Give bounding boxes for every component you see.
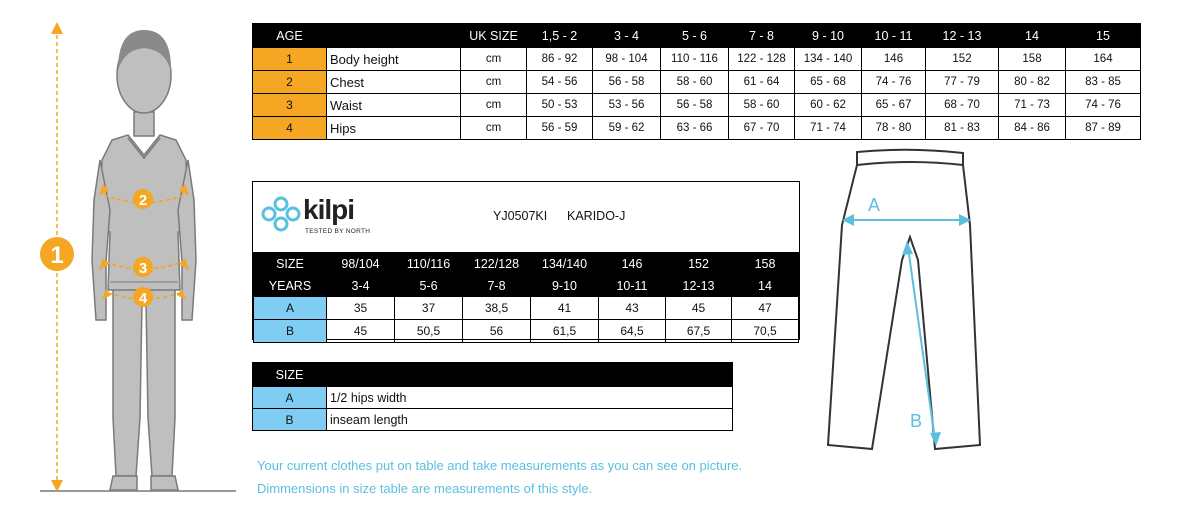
table-cell: 78 - 80: [862, 117, 926, 140]
pants-label-b: B: [910, 411, 923, 431]
product-name: KARIDO-J: [567, 209, 626, 223]
table-cell: 110 - 116: [661, 48, 729, 71]
row-unit: cm: [461, 48, 527, 71]
table-cell: 68 - 70: [926, 94, 999, 117]
table-row-b: [254, 320, 799, 343]
legend-header-row: [253, 363, 733, 387]
row-label: Chest: [327, 71, 461, 94]
pants-outline: [828, 165, 980, 449]
row-unit: cm: [461, 117, 527, 140]
size-header: 98/104: [327, 253, 395, 275]
age-header: AGE: [253, 24, 327, 48]
table-cell: 98 - 104: [593, 48, 661, 71]
marker-4: 4: [138, 290, 148, 307]
table-cell: 58 - 60: [729, 94, 795, 117]
uk-size-header: UK SIZE: [461, 24, 527, 48]
table-cell: 54 - 56: [527, 71, 593, 94]
row-number: 1: [253, 48, 327, 71]
row-label: Body height: [327, 48, 461, 71]
row-number: 2: [253, 71, 327, 94]
table-cell: 152: [926, 48, 999, 71]
table-cell: 67,5: [666, 320, 732, 343]
table-cell: 61,5: [531, 320, 599, 343]
table-cell: 64,5: [599, 320, 666, 343]
legend-row-a: [253, 387, 733, 409]
table-cell: 53 - 56: [593, 94, 661, 117]
years-header: 10-11: [599, 275, 666, 297]
kilpi-measure-table: [253, 252, 799, 343]
table-cell: 50 - 53: [527, 94, 593, 117]
table-row-body-height: [253, 48, 1141, 71]
marker-1: 1: [50, 242, 64, 269]
pants-label-a: A: [868, 195, 881, 215]
legend-description: 1/2 hips width: [327, 387, 733, 409]
table-cell: 45: [327, 320, 395, 343]
table-row-chest: [253, 71, 1141, 94]
size-header: 146: [599, 253, 666, 275]
legend-size-header: SIZE: [253, 363, 327, 387]
table-cell: 134 - 140: [795, 48, 862, 71]
age-size-table: [252, 23, 1141, 140]
table-cell: 70,5: [732, 320, 799, 343]
table-cell: 50,5: [395, 320, 463, 343]
table-cell: 47: [732, 297, 799, 320]
years-header: YEARS: [254, 275, 327, 297]
table-cell: 63 - 66: [661, 117, 729, 140]
hips-width-arrow: [842, 214, 971, 226]
size-header: 10 - 11: [862, 24, 926, 48]
marker-3: 3: [138, 260, 148, 277]
row-label: B: [253, 409, 327, 431]
size-header: 5 - 6: [661, 24, 729, 48]
table-cell: 84 - 86: [999, 117, 1066, 140]
table-cell: 37: [395, 297, 463, 320]
size-header: SIZE: [254, 253, 327, 275]
size-header: 158: [732, 253, 799, 275]
size-header: 134/140: [531, 253, 599, 275]
table-cell: 59 - 62: [593, 117, 661, 140]
table-row-a: [254, 297, 799, 320]
years-header: 7-8: [463, 275, 531, 297]
table-cell: 35: [327, 297, 395, 320]
row-label: Waist: [327, 94, 461, 117]
table-cell: 41: [531, 297, 599, 320]
kilpi-brand-name: kilpi: [303, 194, 355, 225]
pants-illustration: [820, 145, 990, 455]
product-code: YJ0507KI: [493, 209, 548, 223]
kilpi-product-table: [252, 181, 800, 340]
kilpi-header: [253, 182, 798, 252]
size-header: 1,5 - 2: [527, 24, 593, 48]
size-header: 15: [1066, 24, 1141, 48]
age-table-header: [253, 24, 1141, 48]
table-cell: 164: [1066, 48, 1141, 71]
row-number: 3: [253, 94, 327, 117]
table-cell: 65 - 68: [795, 71, 862, 94]
table-cell: 56 - 59: [527, 117, 593, 140]
row-label: A: [253, 387, 327, 409]
table-cell: 158: [999, 48, 1066, 71]
row-unit: cm: [461, 94, 527, 117]
note-line-1: Your current clothes put on table and take measurements as you can see on picture.: [257, 458, 743, 473]
table-cell: 122 - 128: [729, 48, 795, 71]
table-cell: 60 - 62: [795, 94, 862, 117]
table-cell: 56 - 58: [661, 94, 729, 117]
table-cell: 81 - 83: [926, 117, 999, 140]
size-header: 122/128: [463, 253, 531, 275]
table-cell: 67 - 70: [729, 117, 795, 140]
years-header: 5-6: [395, 275, 463, 297]
size-header: 9 - 10: [795, 24, 862, 48]
table-cell: 43: [599, 297, 666, 320]
marker-2: 2: [138, 192, 148, 209]
table-cell: 56 - 58: [593, 71, 661, 94]
table-cell: 38,5: [463, 297, 531, 320]
table-cell: 74 - 76: [862, 71, 926, 94]
row-label: A: [254, 297, 327, 320]
table-cell: 86 - 92: [527, 48, 593, 71]
legend-blank-header: [327, 363, 733, 387]
blank-header: [327, 24, 461, 48]
years-header: 3-4: [327, 275, 395, 297]
kilpi-size-row: [254, 253, 799, 275]
size-header: 7 - 8: [729, 24, 795, 48]
table-cell: 83 - 85: [1066, 71, 1141, 94]
size-header: 14: [999, 24, 1066, 48]
size-header: 12 - 13: [926, 24, 999, 48]
years-header: 9-10: [531, 275, 599, 297]
years-header: 14: [732, 275, 799, 297]
row-label: Hips: [327, 117, 461, 140]
row-label: B: [254, 320, 327, 343]
row-unit: cm: [461, 71, 527, 94]
table-cell: 87 - 89: [1066, 117, 1141, 140]
table-cell: 45: [666, 297, 732, 320]
size-header: 152: [666, 253, 732, 275]
table-row-waist: [253, 94, 1141, 117]
table-cell: 61 - 64: [729, 71, 795, 94]
table-row-hips: [253, 117, 1141, 140]
size-header: 3 - 4: [593, 24, 661, 48]
pants-waistband: [857, 150, 963, 165]
table-cell: 65 - 67: [862, 94, 926, 117]
table-cell: 71 - 74: [795, 117, 862, 140]
child-figure-illustration: [0, 0, 245, 510]
size-header: 110/116: [395, 253, 463, 275]
legend-description: inseam length: [327, 409, 733, 431]
row-number: 4: [253, 117, 327, 140]
years-header: 12-13: [666, 275, 732, 297]
table-cell: 56: [463, 320, 531, 343]
kilpi-knot-logo-icon: [259, 196, 303, 232]
kilpi-tagline: TESTED BY NORTH: [305, 228, 371, 235]
measurement-legend-table: [252, 362, 733, 431]
note-line-2: Dimmensions in size table are measurements of this style.: [257, 481, 593, 496]
table-cell: 58 - 60: [661, 71, 729, 94]
table-cell: 77 - 79: [926, 71, 999, 94]
legend-row-b: [253, 409, 733, 431]
table-cell: 71 - 73: [999, 94, 1066, 117]
kilpi-years-row: [254, 275, 799, 297]
table-cell: 74 - 76: [1066, 94, 1141, 117]
table-cell: 80 - 82: [999, 71, 1066, 94]
table-cell: 146: [862, 48, 926, 71]
